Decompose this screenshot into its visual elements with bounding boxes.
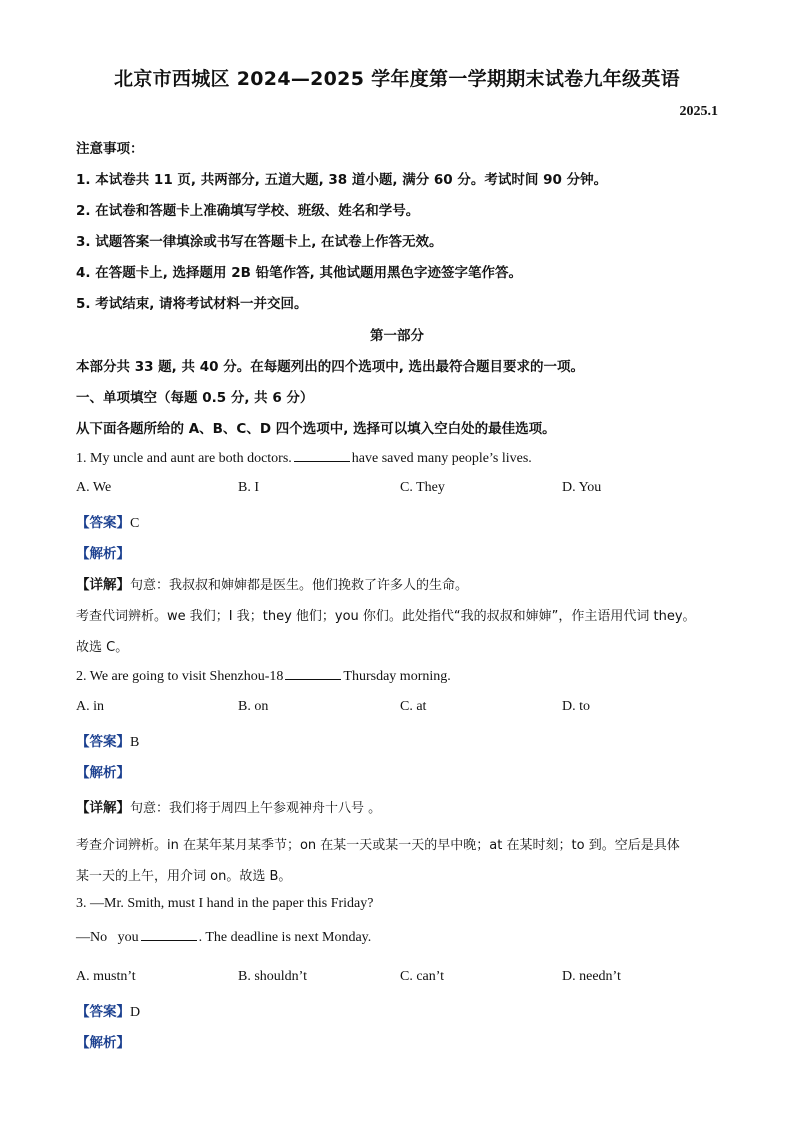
question-stem: 3. —Mr. Smith, must I hand in the paper this Friday? bbox=[76, 896, 374, 911]
question-stem: 2. We are going to visit Shenzhou-18 Thursday morning. bbox=[76, 669, 451, 684]
section-instruction: 从下面各题所给的 A、B、C、D 四个选项中, 选择可以填入空白处的最佳选项。 bbox=[76, 421, 556, 437]
exam-date: 2025.1 bbox=[679, 104, 718, 119]
answer-label: 【答案】 bbox=[76, 515, 130, 531]
option-c: C. at bbox=[400, 699, 427, 714]
detail-label: 【详解】 bbox=[76, 577, 130, 593]
answer-blank bbox=[141, 928, 197, 941]
answer-line bbox=[76, 511, 139, 532]
page-title: 北京市西城区 2024—2025 学年度第一学期期末试卷九年级英语 bbox=[114, 68, 680, 90]
notice-item: 2. 在试卷和答题卡上准确填写学校、班级、姓名和学号。 bbox=[76, 203, 420, 219]
answer-line bbox=[76, 1000, 140, 1021]
option-c: C. They bbox=[400, 480, 445, 495]
detail-label: 【详解】 bbox=[76, 800, 130, 816]
answer-line bbox=[76, 730, 139, 751]
option-b: B. I bbox=[238, 480, 259, 495]
notice-item: 5. 考试结束, 请将考试材料一并交回。 bbox=[76, 296, 308, 312]
answer-blank bbox=[285, 667, 341, 680]
answer-value: D bbox=[130, 1005, 141, 1020]
option-a: A. in bbox=[76, 699, 104, 714]
option-c: C. can’t bbox=[400, 969, 445, 984]
notice-heading: 注意事项： bbox=[76, 141, 144, 157]
part-heading: 第一部分 bbox=[370, 328, 424, 344]
option-b: B. on bbox=[238, 699, 269, 714]
detail-line: 【详解】句意：我叔叔和婶婶都是医生。他们挽救了许多人的生命。 bbox=[76, 577, 469, 593]
answer-label: 【答案】 bbox=[76, 734, 130, 750]
option-d: D. to bbox=[562, 699, 590, 714]
analysis-label: 【解析】 bbox=[76, 1035, 130, 1051]
analysis-label: 【解析】 bbox=[76, 546, 130, 562]
answer-blank bbox=[294, 449, 350, 462]
option-d: D. needn’t bbox=[562, 969, 621, 984]
explanation: 故选 C。 bbox=[76, 640, 129, 655]
answer-label: 【答案】 bbox=[76, 1004, 130, 1020]
question-stem: 1. My uncle and aunt are both doctors. have saved many people’s lives. bbox=[76, 451, 532, 466]
notice-item: 3. 试题答案一律填涂或书写在答题卡上, 在试卷上作答无效。 bbox=[76, 234, 443, 250]
detail-line: 【详解】句意：我们将于周四上午参观神舟十八号 。 bbox=[76, 800, 382, 816]
option-b: B. shouldn’t bbox=[238, 969, 307, 984]
explanation: 考查代词辨析。we 我们；I 我；they 他们；you 你们。此处指代“我的叔叔和婶婶”，作主语用代词 they。 bbox=[76, 609, 696, 624]
analysis-label: 【解析】 bbox=[76, 765, 130, 781]
option-a: A. We bbox=[76, 480, 112, 495]
option-d: D. You bbox=[562, 480, 602, 495]
explanation: 考查介词辨析。in 在某年某月某季节；on 在某一天或某一天的早中晚；at 在某时刻；to 到。空后是具体 bbox=[76, 838, 680, 853]
option-a: A. mustn’t bbox=[76, 969, 136, 984]
notice-item: 4. 在答题卡上, 选择题用 2B 铅笔作答, 其他试题用黑色字迹签字笔作答。 bbox=[76, 265, 522, 281]
question-stem: —No you . The deadline is next Monday. bbox=[76, 930, 372, 945]
explanation: 某一天的上午，用介词 on。故选 B。 bbox=[76, 869, 292, 884]
answer-value: C bbox=[130, 516, 140, 531]
notice-item: 1. 本试卷共 11 页, 共两部分, 五道大题, 38 道小题, 满分 60 分。考试时间 90 分钟。 bbox=[76, 172, 608, 188]
section-title: 一、单项填空（每题 0.5 分, 共 6 分） bbox=[76, 390, 314, 406]
part-intro: 本部分共 33 题, 共 40 分。在每题列出的四个选项中, 选出最符合题目要求的一项。 bbox=[76, 359, 585, 375]
answer-value: B bbox=[130, 735, 140, 750]
